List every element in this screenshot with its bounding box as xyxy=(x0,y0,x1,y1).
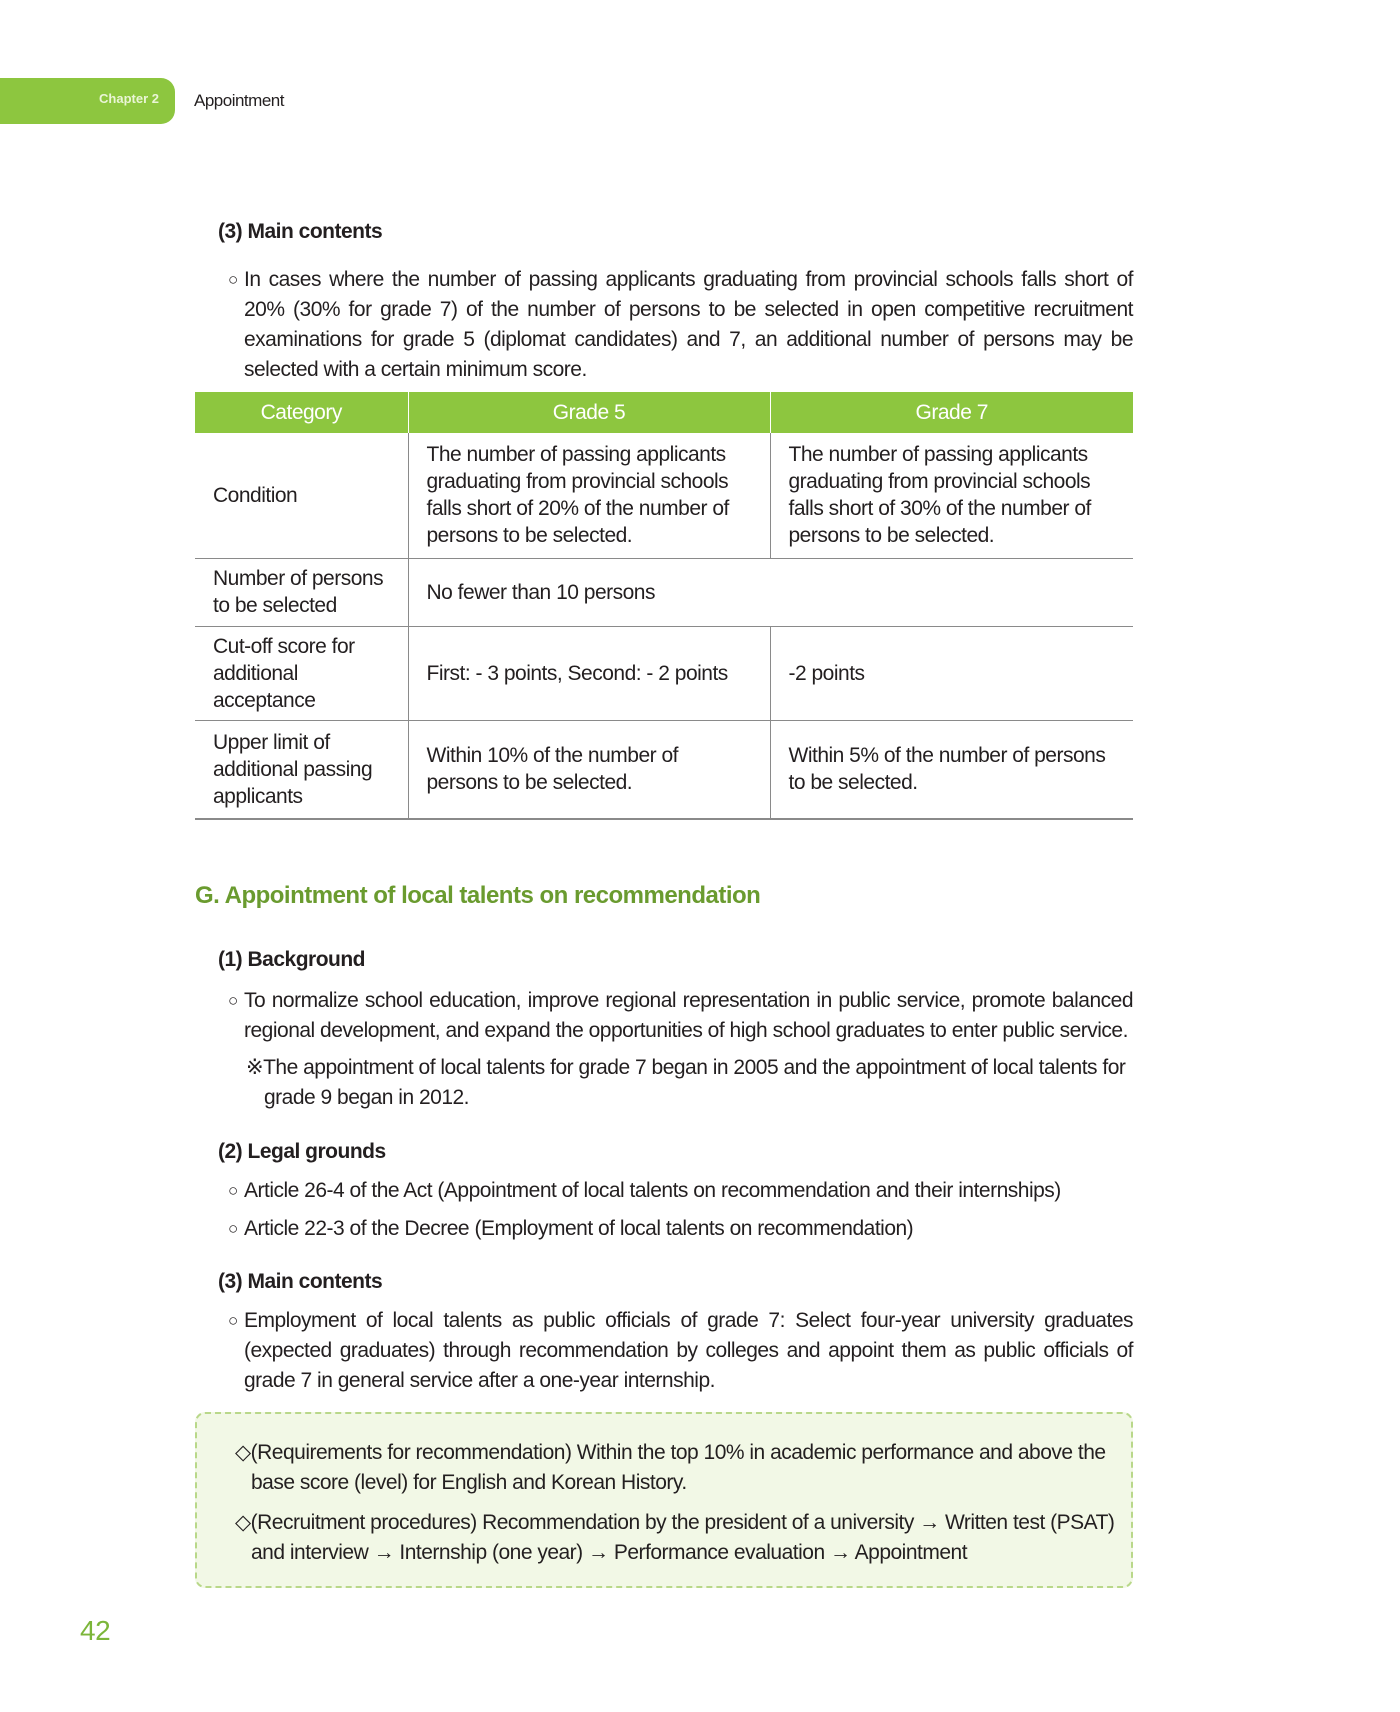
table-cell-category: Condition xyxy=(195,433,408,558)
page-number: 42 xyxy=(80,1615,111,1646)
legal-grounds-heading: (2) Legal grounds xyxy=(218,1140,386,1163)
table-cell-grade5: Within 10% of the number of persons to be selected. xyxy=(408,720,770,819)
table-cell-grade7: -2 points xyxy=(770,626,1133,720)
legal-item: ○ Article 22-3 of the Decree (Employment of local talents on recommendation) xyxy=(228,1214,1133,1244)
chapter-title: Appointment xyxy=(194,91,284,110)
table-row xyxy=(195,626,1133,720)
chapter-label: Chapter 2 xyxy=(99,91,159,106)
selection-table xyxy=(195,392,1133,820)
background-note: ※The appointment of local talents for grade 7 began in 2005 and the appointment of local talents for grade 9 began in 2012. xyxy=(246,1056,1126,1109)
table-row xyxy=(195,720,1133,819)
table-row xyxy=(195,433,1133,558)
table-cell-grade7: Within 5% of the number of persons to be selected. xyxy=(770,720,1133,819)
table-header-row xyxy=(195,392,1133,433)
table-cell-grade5: First: - 3 points, Second: - 2 points xyxy=(408,626,770,720)
bullet-icon: ○ xyxy=(228,1181,238,1200)
main-contents-heading-g: (3) Main contents xyxy=(218,1270,383,1293)
table-header-grade5: Grade 5 xyxy=(408,392,770,433)
chapter-tab xyxy=(0,78,175,124)
table-cell-category: Cut-off score for additional acceptance xyxy=(195,626,408,720)
table-cell-category: Number of persons to be selected xyxy=(195,558,408,626)
main-contents-paragraph: ○ In cases where the number of passing applicants graduating from provincial schools falls short of 20% (30% for grade 7) of the number of persons to be selected in open competitive recruitment examinations for grade 5 (diplomat candidates) and 7, an additional number of persons may be selected with a certain minimum score. xyxy=(228,265,1133,385)
table-header-category: Category xyxy=(195,392,408,433)
table-row xyxy=(195,558,1133,626)
background-heading: (1) Background xyxy=(218,948,366,971)
main-contents-heading: (3) Main contents xyxy=(218,220,383,243)
table-cell-merged: No fewer than 10 persons xyxy=(408,558,1133,626)
background-paragraph: ○ To normalize school education, improve regional representation in public service, promote balanced regional development, and expand the opportunities of high school graduates to enter public service. xyxy=(228,986,1133,1046)
procedures-item: ◇(Recruitment procedures) Recommendation by the president of a university → Written test (PSAT) and interview → Internship (one year) → Performance evaluation → Appointment xyxy=(235,1511,1115,1564)
legal-item: ○ Article 26-4 of the Act (Appointment of local talents on recommendation and their internships) xyxy=(228,1176,1133,1206)
section-g-title: G. Appointment of local talents on recommendation xyxy=(195,882,761,909)
main-contents-g-paragraph: ○ Employment of local talents as public officials of grade 7: Select four-year university graduates (expected graduates) through recommendation by colleges and appoint them as public officials of grade 7 in general service after a one-year internship. xyxy=(228,1306,1133,1396)
requirements-box xyxy=(195,1412,1133,1588)
bullet-icon: ○ xyxy=(228,270,238,289)
bullet-icon: ○ xyxy=(228,1311,238,1330)
bullet-icon: ○ xyxy=(228,991,238,1010)
table-cell-grade7: The number of passing applicants graduating from provincial schools falls short of 30% of the number of persons to be selected. xyxy=(770,433,1133,558)
table-cell-grade5: The number of passing applicants graduating from provincial schools falls short of 20% of the number of persons to be selected. xyxy=(408,433,770,558)
requirements-item: ◇(Requirements for recommendation) Within the top 10% in academic performance and above the base score (level) for English and Korean History. xyxy=(235,1441,1106,1494)
table-cell-category: Upper limit of additional passing applicants xyxy=(195,720,408,819)
bullet-icon: ○ xyxy=(228,1219,238,1238)
table-header-grade7: Grade 7 xyxy=(770,392,1133,433)
